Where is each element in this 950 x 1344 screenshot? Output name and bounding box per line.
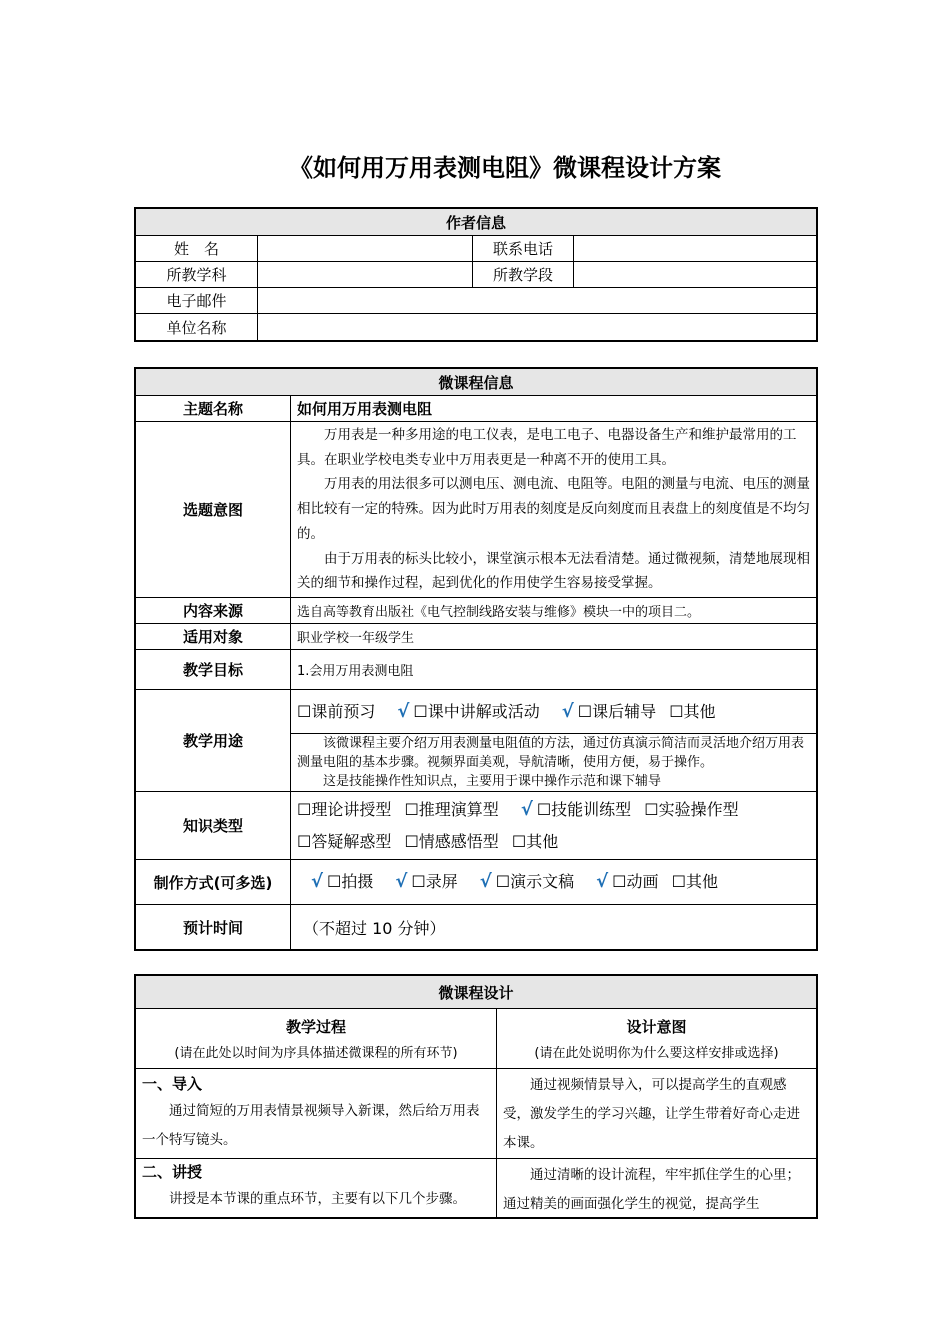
production-option-slides[interactable]: ☐演示文稿 (495, 872, 575, 891)
intent-paragraph: 由于万用表的标头比较小，课堂演示根本无法看清楚。通过微视频，清楚地展现相关的细节和操作过程，起到优化的作用使学生容易接受掌握。 (297, 550, 810, 592)
production-option-filming[interactable]: ☐拍摄 (327, 872, 374, 891)
course-design-table (135, 975, 817, 1218)
step-text: 通过简短的万用表情景视频导入新课，然后给万用表一个特写镜头。 (142, 1103, 480, 1148)
process-header-cell (136, 1009, 497, 1069)
unit-field[interactable] (258, 314, 817, 341)
step-process-cell (136, 1159, 497, 1218)
production-option-screen[interactable]: ☐录屏 (411, 872, 458, 891)
page-title: 《如何用万用表测电阻》微课程设计方案 (289, 153, 721, 182)
checkmark-icon: √ (520, 798, 533, 820)
usage-desc: 该微课程主要介绍万用表测量电阻值的方法，通过仿真演示简洁而灵活地介绍万用表测量电阻的基本步骤。视频界面美观，导航清晰，使用方便，易于操作。 (297, 736, 805, 770)
step-intent-cell (497, 1159, 817, 1218)
knowledge-label: 知识类型 (136, 792, 291, 860)
step-intent: 通过清晰的设计流程，牢牢抓住学生的心里；通过精美的画面强化学生的视觉，提高学生 (503, 1167, 800, 1212)
intent-header-cell (497, 1009, 817, 1069)
usage-option-preview[interactable]: ☐课前预习 (297, 701, 376, 721)
step-title: 二、讲授 (142, 1163, 203, 1181)
step-intent: 通过视频情景导入，可以提高学生的直观感受，激发学生的学习兴趣，让学生带着好奇心走进本课。 (503, 1077, 800, 1151)
name-label: 姓 名 (136, 236, 258, 262)
source-value: 选自高等教育出版社《电气控制线路安装与维修》模块一中的项目二。 (291, 598, 817, 624)
process-hint: (请在此处以时间为序具体描述微课程的所有环节) (174, 1045, 458, 1061)
subject-label: 所教学科 (136, 262, 258, 288)
checkmark-icon: √ (479, 871, 492, 892)
email-field[interactable] (258, 288, 817, 314)
usage-options (291, 690, 817, 734)
design-intent-hint: (请在此处说明你为什么要这样安排或选择) (534, 1045, 779, 1061)
usage-desc: 这是技能操作性知识点，主要用于课中操作示范和课下辅导 (323, 774, 662, 789)
usage-option-other[interactable]: ☐其他 (669, 701, 716, 721)
knowledge-option-emotion[interactable]: ☐情感感悟型 (404, 831, 499, 851)
production-option-other[interactable]: ☐其他 (671, 872, 718, 891)
usage-desc-cell (291, 734, 817, 792)
topic-label: 主题名称 (136, 396, 291, 422)
process-title: 教学过程 (285, 1017, 346, 1036)
production-options (291, 860, 817, 905)
unit-label: 单位名称 (136, 314, 258, 341)
author-info-table (135, 208, 817, 341)
phone-field[interactable] (574, 236, 817, 262)
intent-paragraph: 万用表的用法很多可以测电压、测电流、电阻等。电阻的测量与电流、电压的测量相比较有一定的特殊。因为此时万用表的刻度是反向刻度而且表盘上的刻度值是不均匀的。 (297, 476, 810, 542)
checkmark-icon: √ (395, 871, 408, 892)
audience-value: 职业学校一年级学生 (291, 624, 817, 650)
usage-option-after-class[interactable]: ☐课后辅导 (577, 701, 657, 721)
usage-option-in-class[interactable]: ☐课中讲解或活动 (413, 701, 540, 721)
step-intent-cell (497, 1069, 817, 1159)
knowledge-option-qa[interactable]: ☐答疑解惑型 (297, 831, 392, 851)
audience-label: 适用对象 (136, 624, 291, 650)
checkmark-icon: √ (561, 700, 574, 722)
course-design-header: 微课程设计 (136, 976, 817, 1009)
knowledge-option-theory[interactable]: ☐理论讲授型 (297, 799, 392, 819)
author-info-header: 作者信息 (136, 209, 817, 236)
knowledge-options (291, 792, 817, 860)
step-title: 一、导入 (142, 1075, 203, 1093)
production-option-animation[interactable]: ☐动画 (612, 872, 659, 891)
step-text: 讲授是本节课的重点环节，主要有以下几个步骤。 (169, 1191, 466, 1207)
checkmark-icon: √ (596, 871, 609, 892)
email-label: 电子邮件 (136, 288, 258, 314)
course-info-table (135, 368, 817, 950)
name-field[interactable] (258, 236, 473, 262)
intent-cell (291, 422, 817, 598)
topic-value: 如何用万用表测电阻 (291, 396, 817, 422)
step-process-cell (136, 1069, 497, 1159)
knowledge-option-skill[interactable]: ☐技能训练型 (536, 799, 632, 819)
knowledge-option-reasoning[interactable]: ☐推理演算型 (404, 799, 499, 819)
duration-value: （不超过 10 分钟） (291, 905, 817, 950)
course-info-header: 微课程信息 (136, 369, 817, 396)
goal-value: 1.会用万用表测电阻 (291, 650, 817, 690)
knowledge-option-other[interactable]: ☐其他 (511, 831, 559, 851)
intent-label: 选题意图 (136, 422, 291, 598)
grade-field[interactable] (574, 262, 817, 288)
design-intent-title: 设计意图 (626, 1017, 687, 1036)
subject-field[interactable] (258, 262, 473, 288)
source-label: 内容来源 (136, 598, 291, 624)
knowledge-option-experiment[interactable]: ☐实验操作型 (644, 799, 739, 819)
checkmark-icon: √ (397, 700, 410, 722)
usage-label: 教学用途 (136, 690, 291, 792)
phone-label: 联系电话 (473, 236, 574, 262)
checkmark-icon: √ (311, 871, 324, 892)
intent-paragraph: 万用表是一种多用途的电工仪表，是电工电子、电器设备生产和维护最常用的工具。在职业学校电类专业中万用表更是一种离不开的使用工具。 (297, 427, 797, 468)
grade-label: 所教学段 (473, 262, 574, 288)
duration-label: 预计时间 (136, 905, 291, 950)
production-label: 制作方式(可多选) (136, 860, 291, 905)
goal-label: 教学目标 (136, 650, 291, 690)
